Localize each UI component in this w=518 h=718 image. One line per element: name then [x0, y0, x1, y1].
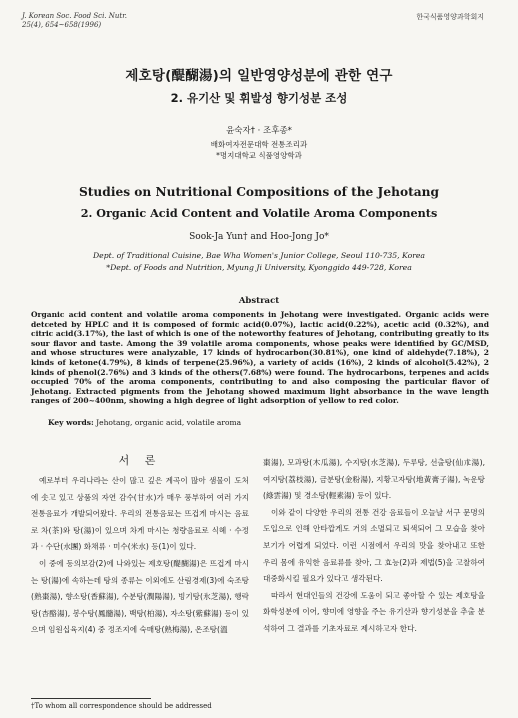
journal-volume: 25(4), 654~658(1996)	[22, 21, 102, 29]
english-subtitle: 2. Organic Acid Content and Volatile Aroma Components	[80, 206, 438, 220]
journal-citation	[22, 12, 127, 30]
korean-subtitle: 2. 유기산 및 휘발성 향기성분 조성	[170, 91, 348, 105]
korean-authors: 윤숙자† · 조후종*	[226, 126, 292, 136]
keywords	[48, 418, 241, 427]
journal-name: J. Korean Soc. Food Sci. Nutr.	[22, 12, 128, 20]
english-affiliation-2: *Dept. of Foods and Nutrition, Myung Ji University, Kyonggido 449-728, Korea	[106, 262, 412, 272]
korean-affiliation-1: 배화여자전문대학 전통조리과	[210, 140, 308, 149]
english-authors: Sook-Ja Yun† and Hoo-Jong Jo*	[189, 232, 329, 242]
english-affiliation-1: Dept. of Traditional Cuisine, Bae Wha Women's Junior College, Seoul 110-735, Korea	[92, 251, 426, 260]
left-column	[31, 473, 249, 639]
intro-paragraph-3: 이와 같이 다양한 우리의 전통 건강 음료들이 오늘날 서구 문명의 도입으로 인해 안타깝게도 거의 소멸되고 퇴색되어 그 모습을 찾아보기가 어렵게 되었다. 이런 시점에서 우리의 맛을 찾아내고 또한 우리 몸에 유익한 음료류를 찾아, 그 효능(2)과 제법(5)을 고찰하여 대중화시킬 필요가 있다고 생각된다.	[263, 507, 485, 584]
section-heading-introduction: 서 론	[118, 454, 162, 467]
korean-affiliations	[0, 139, 518, 161]
intro-paragraph-2: 이 중에 동의보감(2)에 나와있는 제호탕(醍醐湯)은 뜨겁게 마시는 탕(湯)에 속하는데 탕의 종류는 이외에도 산림경제(3)에 숙조탕(熟棗湯), 향소탕(香蘇湯), 수분탕(潤陽湯), 빙기탕(氷芝湯), 행락탕(杏酪湯), 봉수탕(鳳髓湯), 백탕(柏湯), 자소탕(紫蘇湯) 등이 있으며 임원십육지(4) 중 정조지에 숙매탕(熟梅湯), 온조탕(溫	[31, 558, 249, 635]
abstract-heading: Abstract	[238, 296, 280, 306]
footnote-rule	[31, 698, 151, 699]
intro-paragraph-4: 따라서 현대인들의 건강에 도움이 되고 좋아할 수 있는 제호탕을 화학성분에 이어, 향미에 영향을 주는 유기산과 향기성분을 추출 분석하여 그 결과를 기초자료로 제시하고자 한다.	[263, 590, 485, 633]
korean-affiliation-2: *명지대학교 식품영양학과	[216, 151, 302, 160]
keywords-label: Key words:	[48, 418, 94, 427]
right-column	[263, 455, 485, 638]
society-name: 한국식품영양과학회지	[416, 13, 484, 21]
correspondence-footnote: †To whom all correspondence should be addressed	[31, 702, 212, 710]
english-title: Studies on Nutritional Compositions of the Jehotang	[79, 185, 439, 199]
keywords-text: Jehotang, organic acid, volatile aroma	[96, 418, 242, 427]
korean-title: 제호탕(醍醐湯)의 일반영양성분에 관한 연구	[125, 68, 393, 84]
intro-paragraph-1: 예로부터 우리나라는 산이 많고 깊은 계곡이 많아 샘물이 도처에 솟고 있고 상품의 자연 감수(甘水)가 매우 풍부하여 여러 가지 전통음료가 개발되어왔다. 우리의 전통음료는 뜨겁게 마시는 음료로 차(茶)와 탕(湯)이 있으며 차게 마시는 청량음료로 식혜 · 수정과 · 수단(水團) 화채류 · 미수(米水) 등(1)이 있다.	[31, 476, 249, 552]
intro-paragraph-2-continued: 棗湯), 모과탕(木瓜湯), 수지탕(水芝湯), 두루탕, 선출탕(仙朮湯), 여지탕(荔枝湯), 금분탕(金粉湯), 지황고자탕(地黃膏子湯), 녹운탕(綠雲湯) 및 경소탕(輕素湯) 등이 있다.	[263, 458, 485, 501]
abstract-text: Organic acid content and volatile aroma components in Jehotang were investigated. Organic acids were detceted by HPLC and it is composed of formic acid(0.07%), lactic acid(0.22%), acetic acid (0.32%), and citric acid(3.17%), the last of which is one of the noteworthy features of Jehotang, contributing greatly to its sour flavor and taste. Among the 39 volatile aroma components, whose peaks were identified by GC/MSD, and whose structures were analyzable, 17 kinds of hydrocarbon(30.81%), one kind of aldehyde(7.18%), 2 kinds of ketone(4.79%), 8 kinds of terpene(25.96%), a variety of acids (16%), 2 kinds of alcohol(5.42%), 2 kinds of phenol(2.76%) and 3 kinds of the others(7.68%) were found. The hydrocarbons, terpenes and acids occupied 70% of the aroma components, contributing to and also composing the particular flavor of Jehotang. Extracted pigments from the Jehotang showed maximum light absorbance in the wave length ranges of 200~400nm, showing a high degree of light adsorption of yellow to red color.	[31, 310, 489, 406]
english-affiliations	[0, 250, 518, 273]
